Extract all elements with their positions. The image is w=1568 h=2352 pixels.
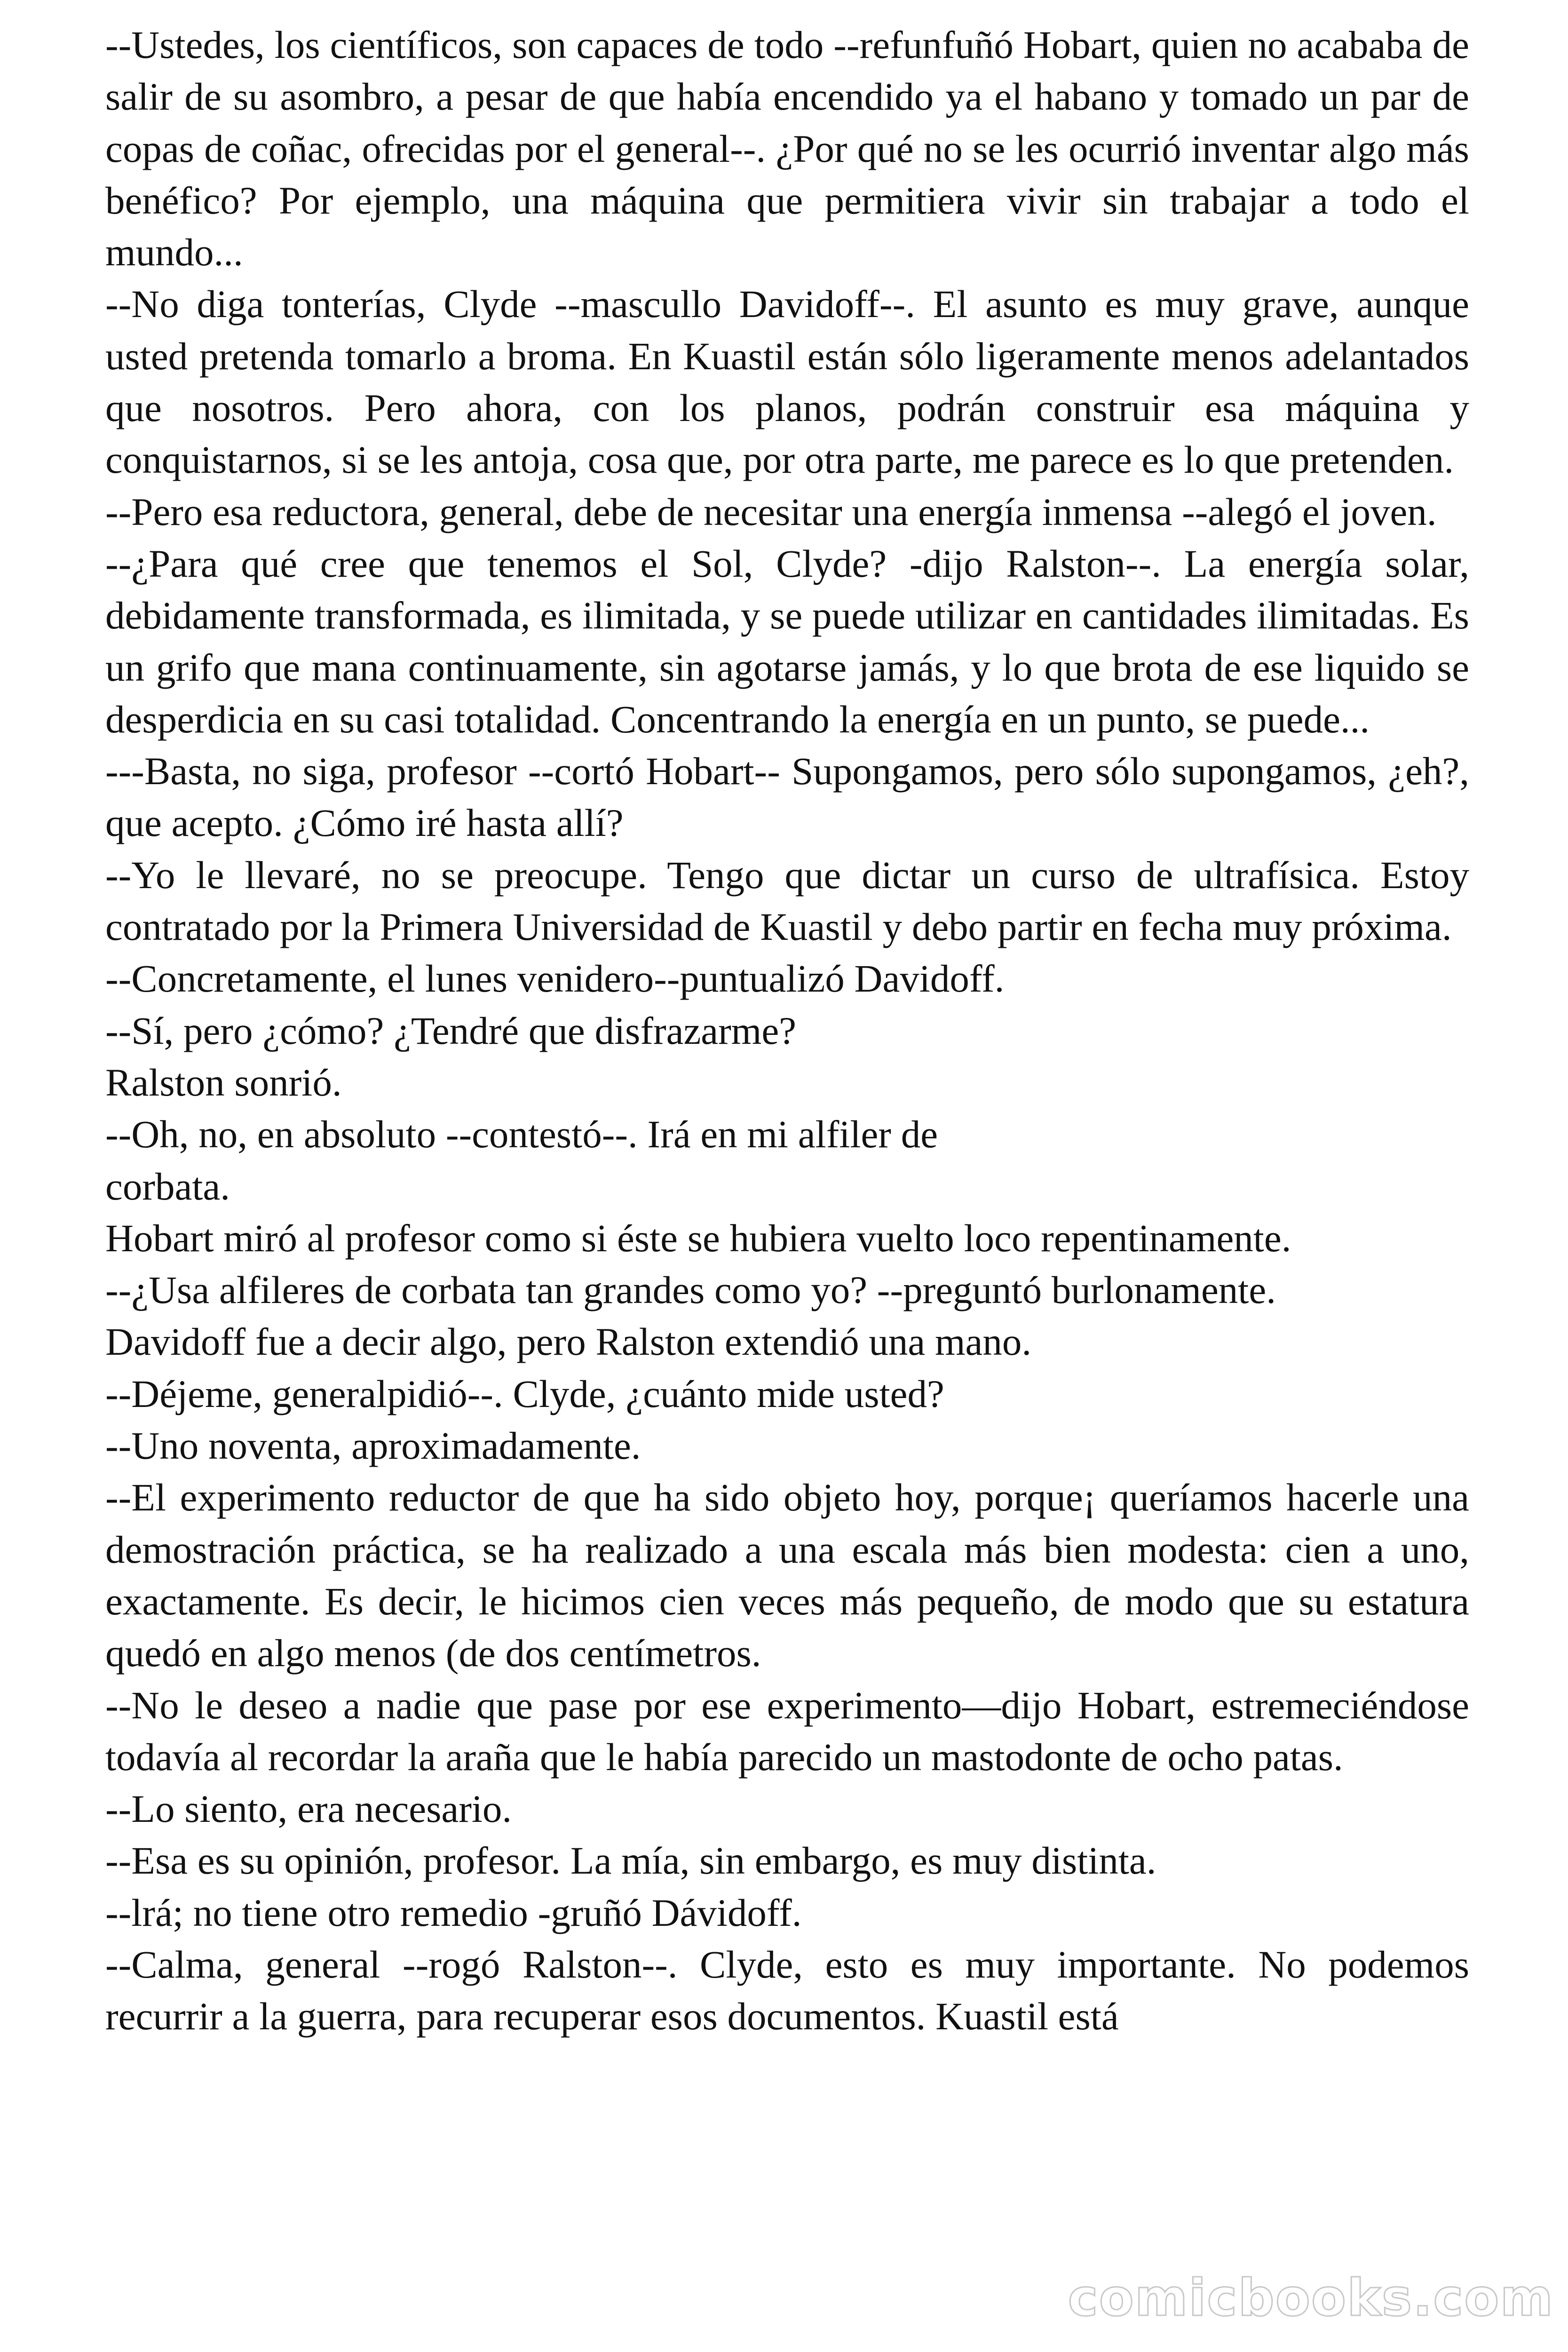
paragraph-21: --lrá; no tiene otro remedio -gruñó Dávidoff. bbox=[105, 1891, 802, 1934]
paragraph-16: --Uno noventa, aproximadamente. bbox=[105, 1424, 641, 1468]
paragraph-15: --Déjeme, generalpidió--. Clyde, ¿cuánto mide usted? bbox=[105, 1372, 944, 1415]
watermark-logo: comicbooks.com bbox=[1068, 2269, 1554, 2328]
paragraph-22: --Calma, general --rogó Ralston--. Clyde, esto es muy importante. No podemos recurrir a la guerra, para recuperar esos documentos. Kuastil está bbox=[105, 1942, 1469, 2038]
paragraph-17: --El experimento reductor de que ha sido objeto hoy, porque¡ queríamos hacerle una demostración práctica, se ha realizado a una escala más bien modesta: cien a uno, exactamente. Es decir, le hicimos cien veces más pequeño, de modo que su estatura quedó en algo menos (de dos centímetros. bbox=[105, 1476, 1469, 1675]
paragraph-1: --Ustedes, los científicos, son capaces de todo --refunfuñó Hobart, quien no acababa de salir de su asombro, a pesar de que había encendido ya el habano y tomado un par de copas de coñac, ofrecidas por el general--. ¿Por qué no se les ocurrió inventar algo más benéfico? Por ejemplo, una máquina que permitiera vivir sin trabajar a todo el mundo... bbox=[105, 23, 1469, 274]
paragraph-12: Hobart miró al profesor como si éste se hubiera vuelto loco repentinamente. bbox=[105, 1216, 1291, 1260]
paragraph-10: --Oh, no, en absoluto --contestó--. Irá en mi alfiler de bbox=[105, 1112, 938, 1156]
paragraph-4: --¿Para qué cree que tenemos el Sol, Clyde? -dijo Ralston--. La energía solar, debidamente transformada, es ilimitada, y se puede utilizar en cantidades ilimitadas. Es un grifo que mana continuamente, sin agotarse jamás, y lo que brota de ese liquido se desperdicia en su casi totalidad. Concentrando la energía en un punto, se puede... bbox=[105, 541, 1469, 741]
paragraph-13: --¿Usa alfileres de corbata tan grandes como yo? --preguntó burlonamente. bbox=[105, 1268, 1276, 1312]
paragraph-6: --Yo le llevaré, no se preocupe. Tengo que dictar un curso de ultrafísica. Estoy contratado por la Primera Universidad de Kuastil y debo partir en fecha muy próxima. bbox=[105, 853, 1469, 949]
body-text bbox=[105, 19, 1469, 2042]
paragraph-18: --No le deseo a nadie que pase por ese experimento—dijo Hobart, estremeciéndose todavía al recordar la araña que le había parecido un mastodonte de ocho patas. bbox=[105, 1683, 1469, 1779]
paragraph-19: --Lo siento, era necesario. bbox=[105, 1787, 512, 1831]
paragraph-14: Davidoff fue a decir algo, pero Ralston extendió una mano. bbox=[105, 1320, 1032, 1364]
paragraph-11: corbata. bbox=[105, 1164, 230, 1208]
paragraph-2: --No diga tonterías, Clyde --mascullo Davidoff--. El asunto es muy grave, aunque usted pretenda tomarlo a broma. En Kuastil están sólo ligeramente menos adelantados que nosotros. Pero ahora, con los planos, podrán construir esa máquina y conquistarnos, si se les antoja, cosa que, por otra parte, me parece es lo que pretenden. bbox=[105, 282, 1469, 482]
paragraph-7: --Concretamente, el lunes venidero--puntualizó Davidoff. bbox=[105, 957, 1005, 1001]
paragraph-8: --Sí, pero ¿cómo? ¿Tendré que disfrazarme? bbox=[105, 1009, 796, 1052]
paragraph-3: --Pero esa reductora, general, debe de necesitar una energía inmensa --alegó el joven. bbox=[105, 490, 1437, 533]
paragraph-20: --Esa es su opinión, profesor. La mía, sin embargo, es muy distinta. bbox=[105, 1839, 1156, 1883]
paragraph-9: Ralston sonrió. bbox=[105, 1060, 342, 1104]
paragraph-5: ---Basta, no siga, profesor --cortó Hobart-- Supongamos, pero sólo supongamos, ¿eh?, que acepto. ¿Cómo iré hasta allí? bbox=[105, 749, 1469, 845]
